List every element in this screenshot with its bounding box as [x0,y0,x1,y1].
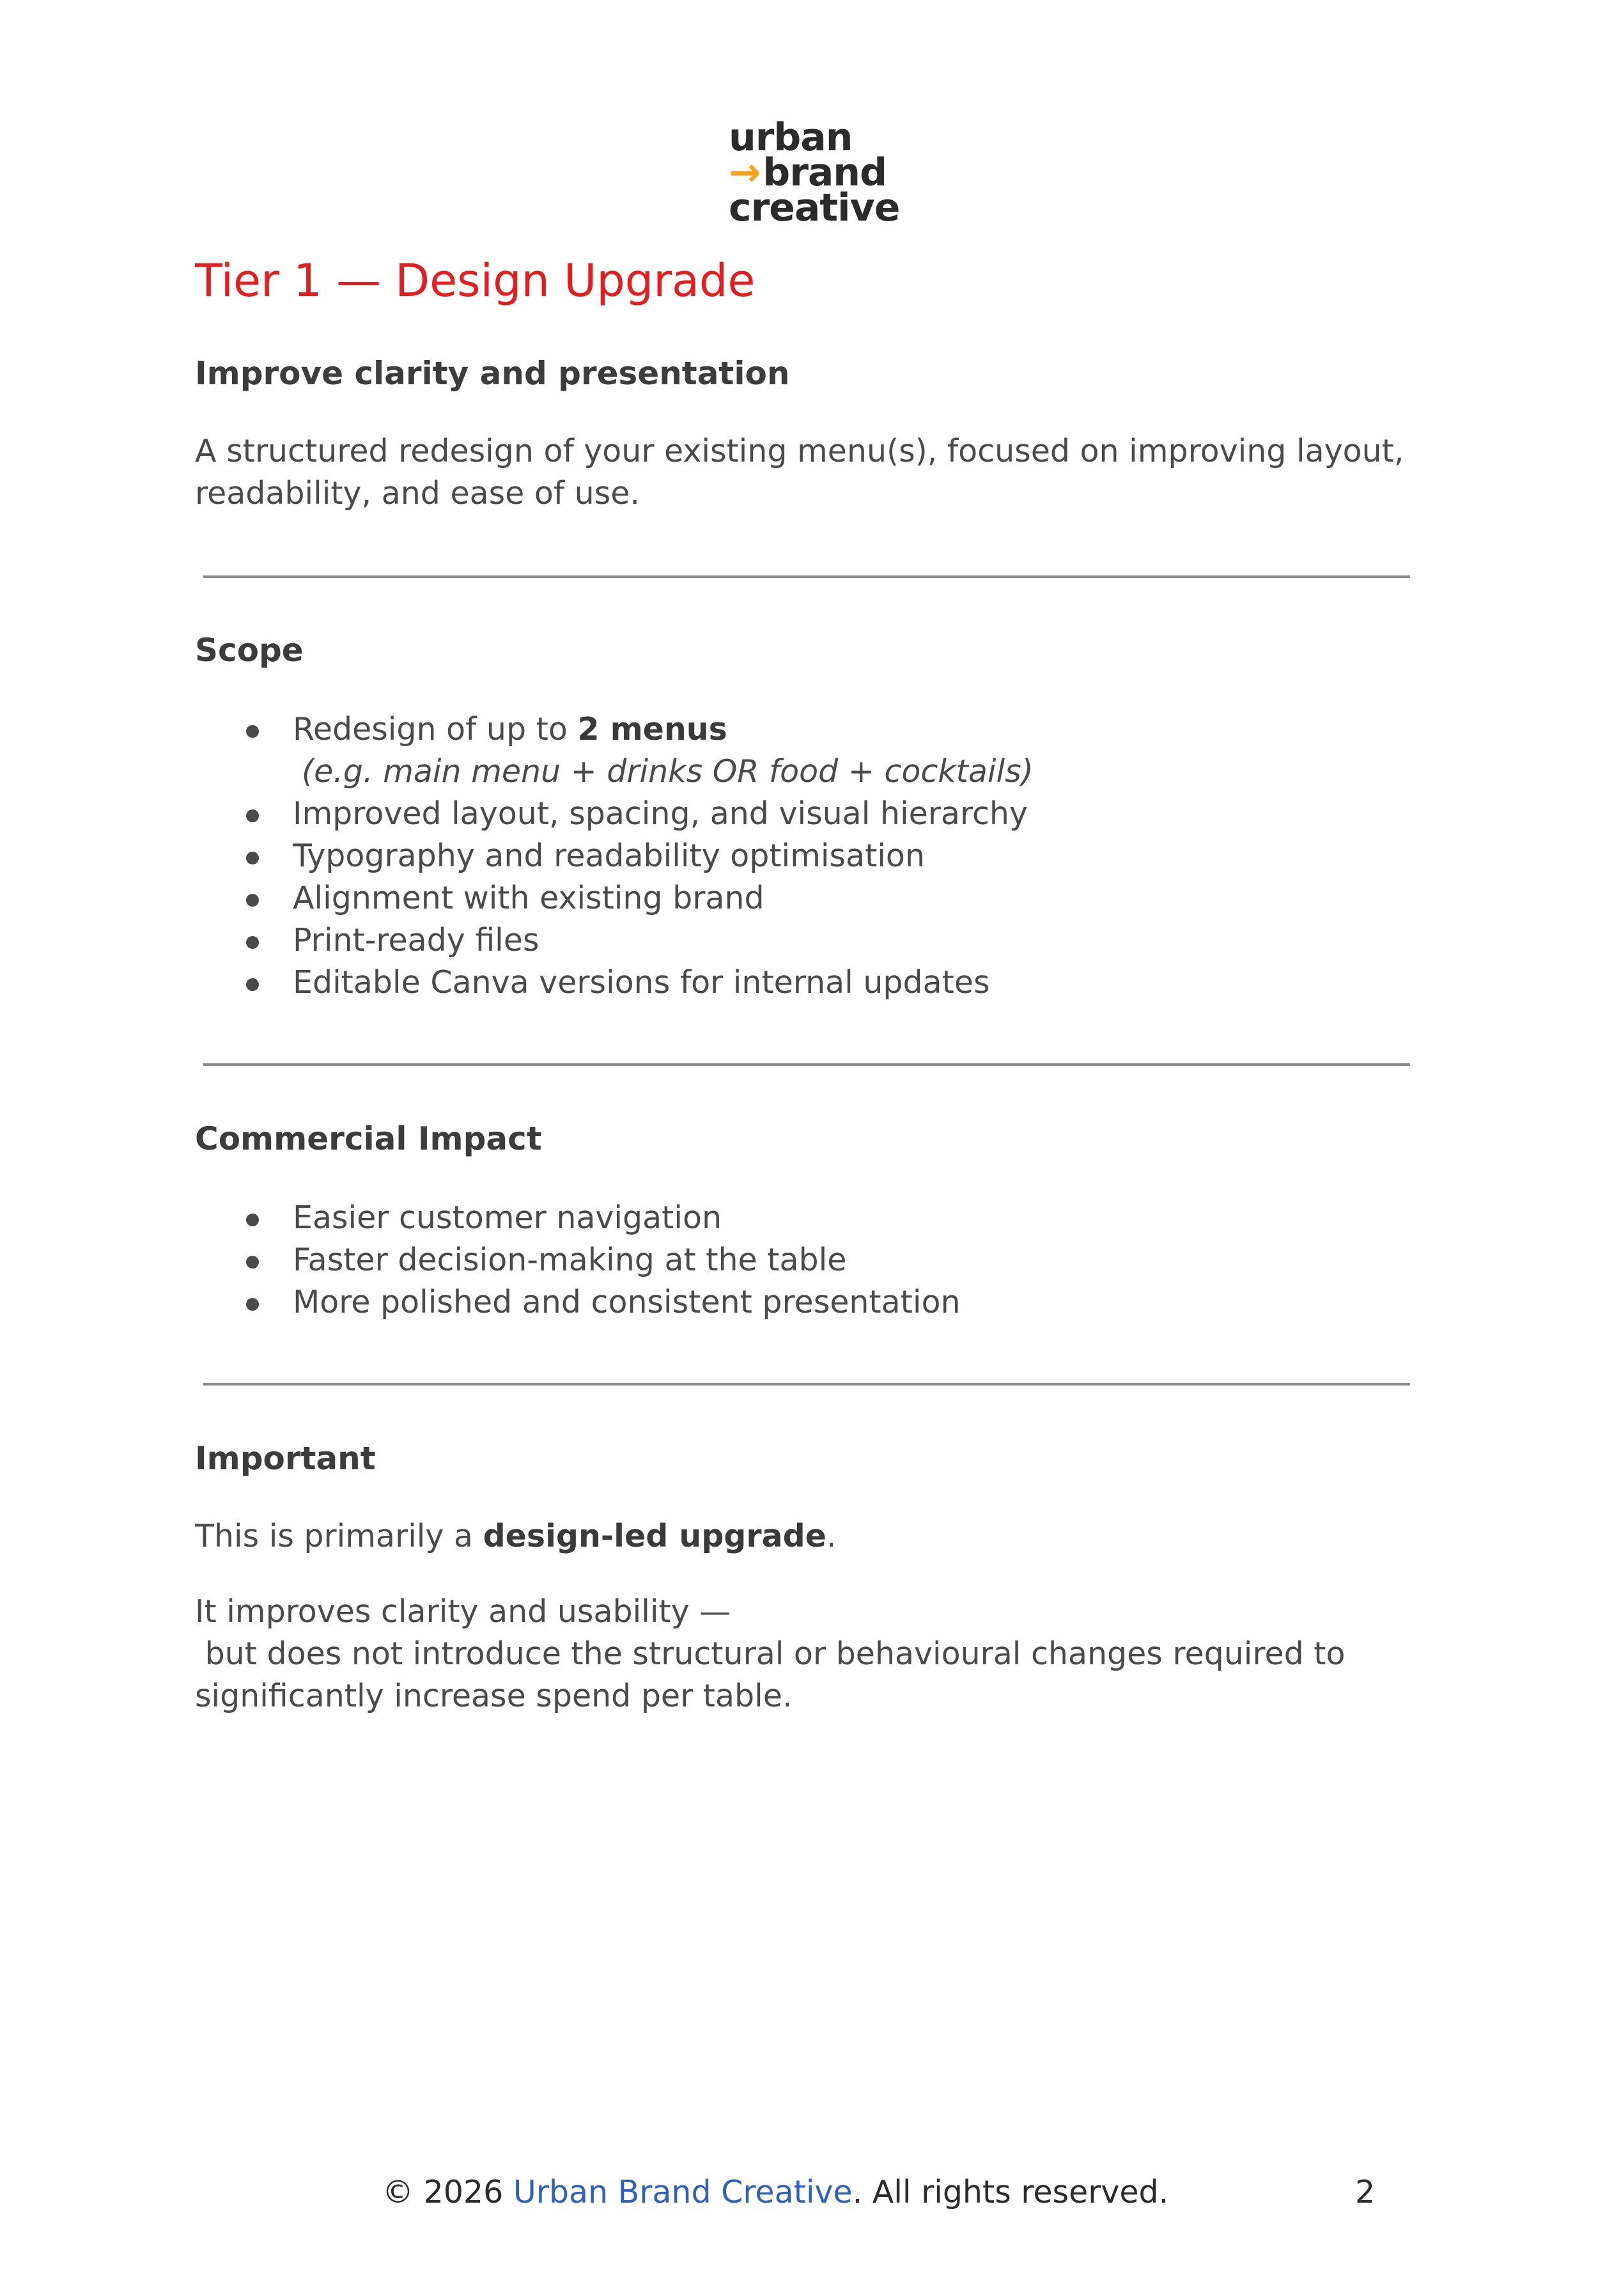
scope-item-bold: 2 menus [577,711,727,747]
section-divider [203,1383,1410,1386]
logo-line-creative: creative [729,185,900,230]
important-p2-line1: It improves clarity and usability — [195,1593,731,1630]
section-divider [203,1063,1410,1066]
important-p2-line2: but does not introduce the structural or behavioural changes required to significantly increase spend per table. [195,1636,1356,1714]
logo-word-brand: brand [763,150,887,195]
footer-brand-link[interactable]: Urban Brand Creative [513,2174,853,2210]
important-p1-suffix: . [826,1518,837,1554]
list-item: Print-ready files [195,919,1429,962]
list-item: Improved layout, spacing, and visual hierarchy [195,793,1429,835]
list-item: Alignment with existing brand [195,877,1429,919]
list-item [195,708,1429,793]
footer-suffix: . All rights reserved. [852,2174,1169,2210]
list-item: Typography and readability optimisation [195,835,1429,877]
list-item: More polished and consistent presentation [195,1281,1429,1324]
logo-line-urban: urban [729,115,853,160]
important-p1-bold: design-led upgrade [483,1518,826,1554]
page-title: Tier 1 — Design Upgrade [195,254,756,307]
page-number: 2 [1355,2174,1376,2210]
list-item: Easier customer navigation [195,1197,1429,1239]
impact-list [195,1197,1429,1324]
important-heading: Important [195,1440,376,1477]
important-paragraph-1 [195,1515,1429,1558]
scope-heading: Scope [195,632,304,669]
intro-paragraph: A structured redesign of your existing menu(s), focused on improving layout, readability, and ease of use. [195,433,1404,512]
important-paragraph-2 [195,1591,1429,1717]
list-item: Faster decision-making at the table [195,1239,1429,1281]
scope-list [195,708,1429,1004]
important-p1-text: This is primarily a [195,1518,483,1554]
subtitle-heading: Improve clarity and presentation [195,355,790,392]
arrow-right-icon: → [729,150,761,195]
footer-prefix: © 2026 [382,2174,513,2210]
commercial-impact-heading: Commercial Impact [195,1120,542,1157]
brand-logo [729,115,920,230]
footer-copyright [382,2174,1168,2210]
section-divider [203,575,1410,578]
scope-item-text: Redesign of up to [293,711,578,747]
scope-item-example: (e.g. main menu + drinks OR food + cocktails) [302,753,1034,790]
list-item: Editable Canva versions for internal updates [195,962,1429,1004]
